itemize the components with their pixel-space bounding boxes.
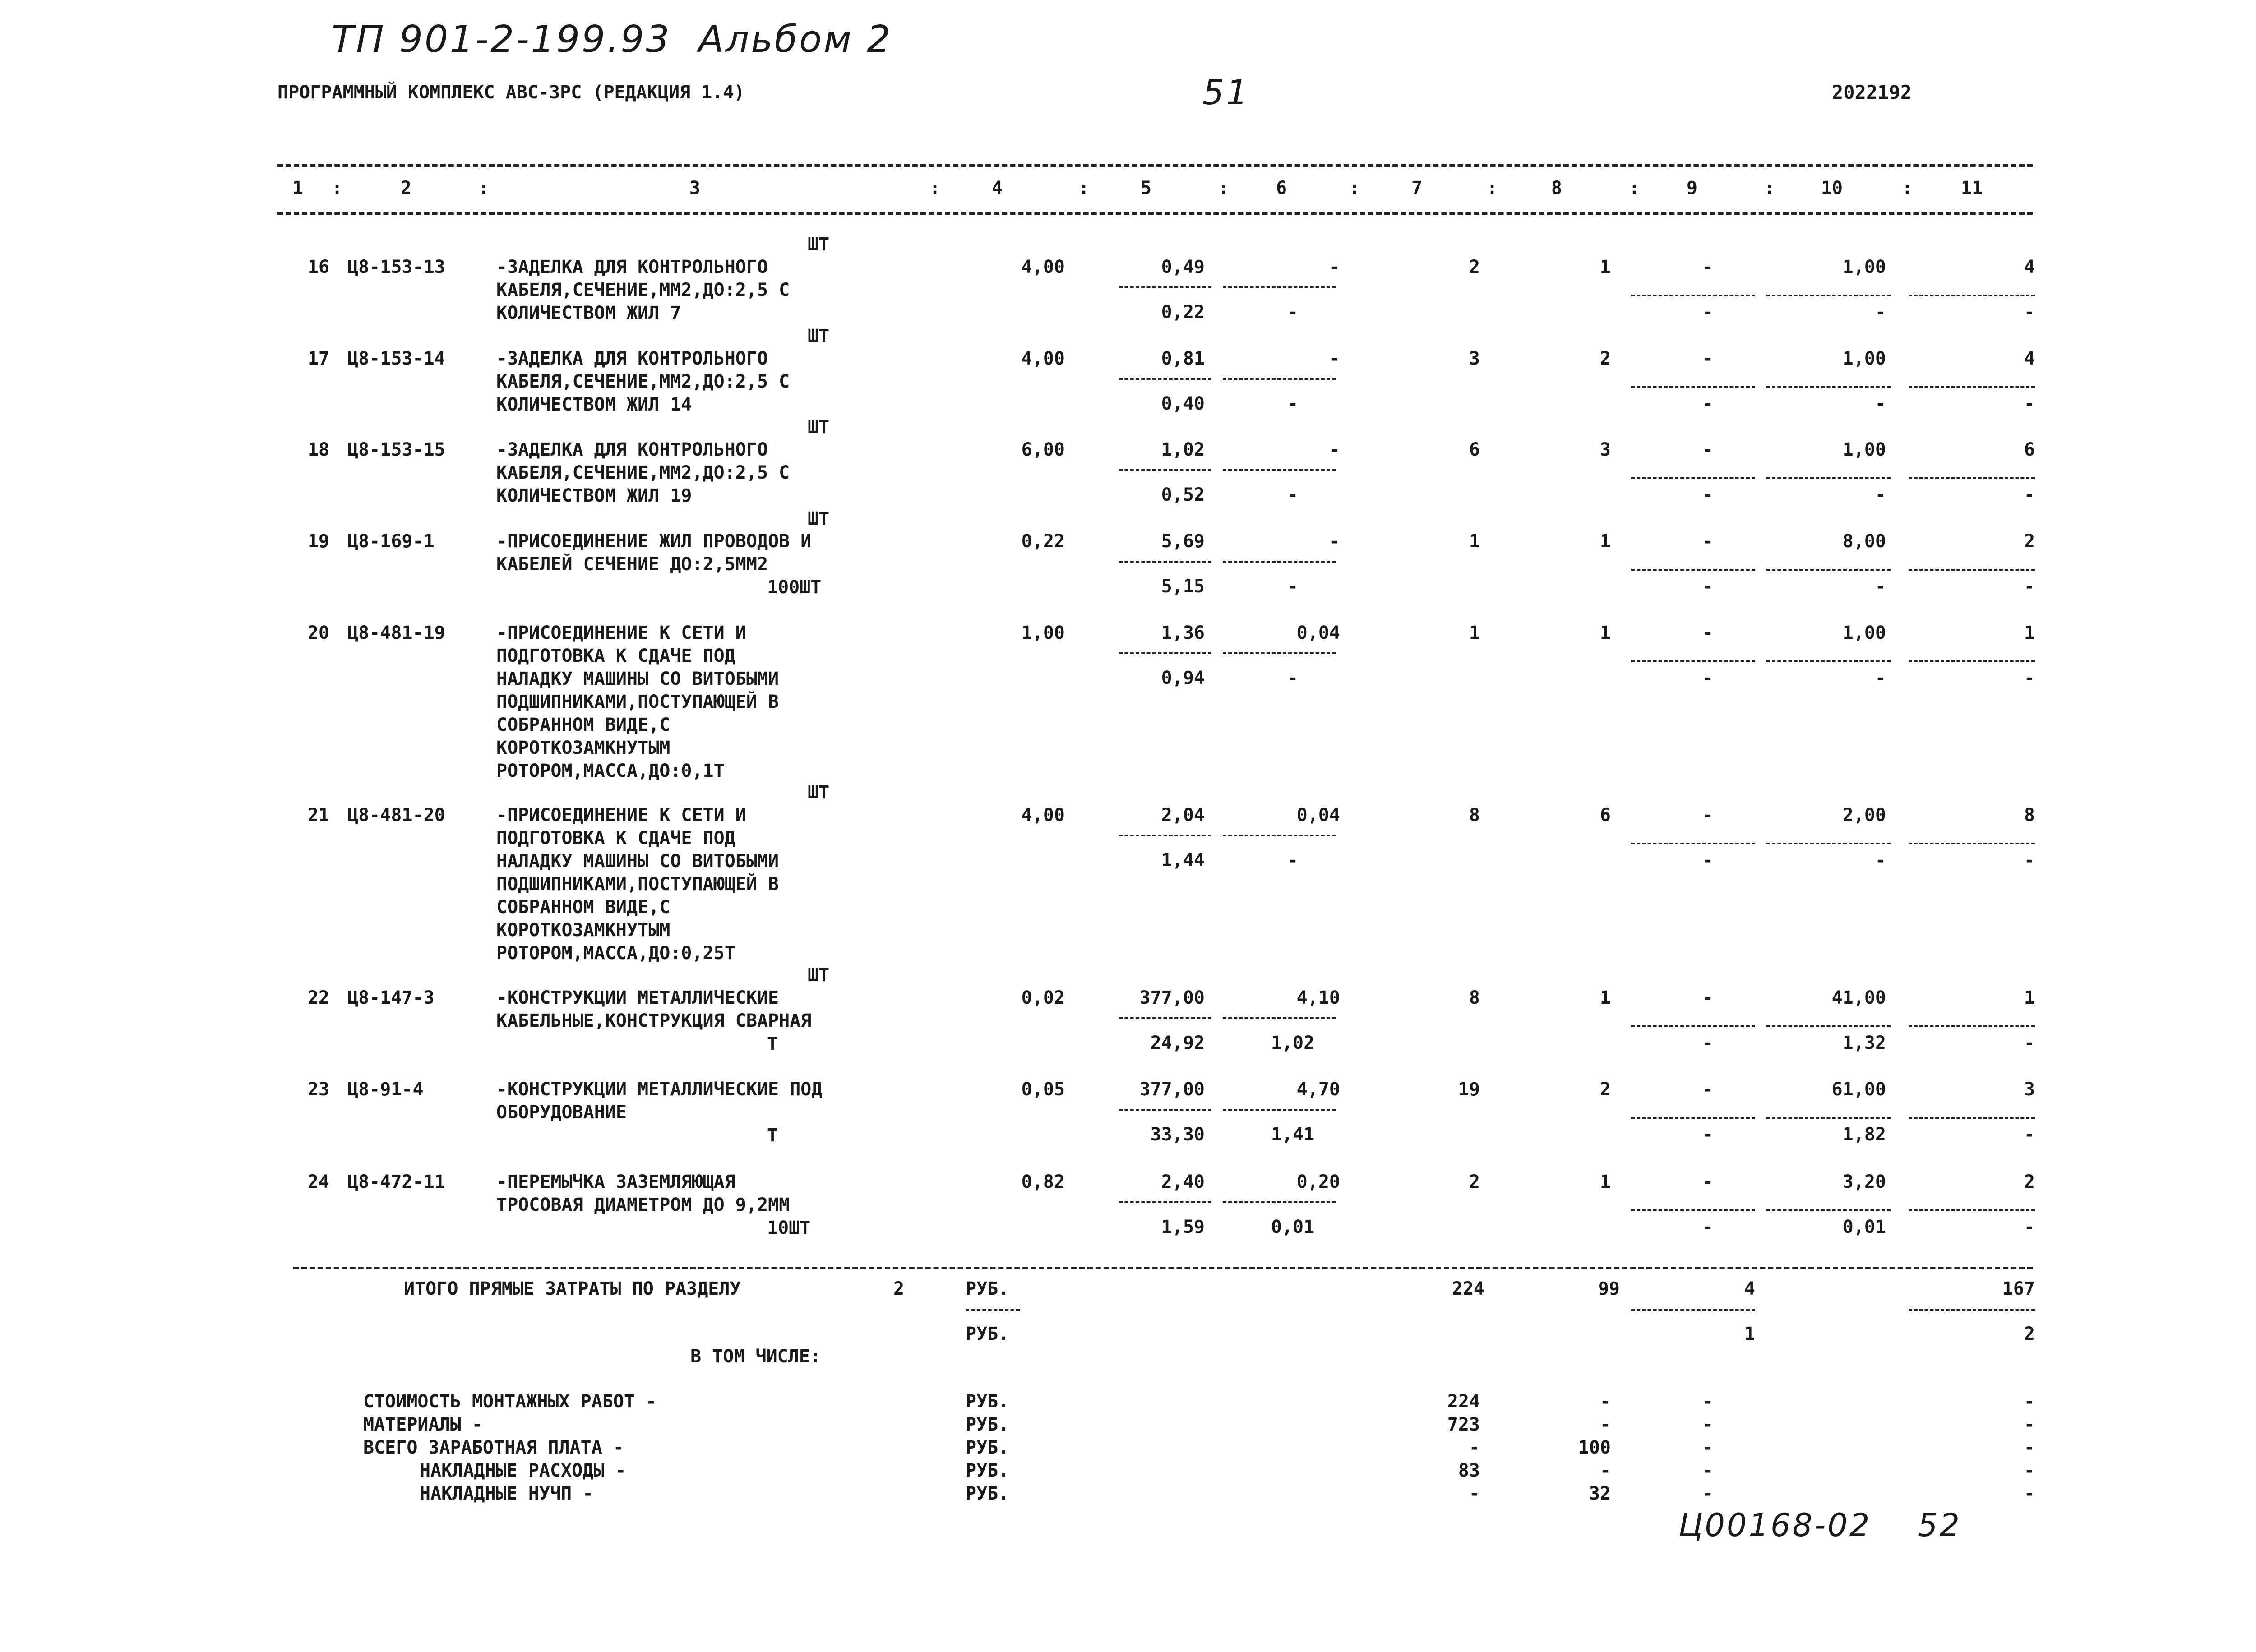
col10-bottom: - bbox=[1875, 302, 1886, 323]
col9-bottom: - bbox=[1702, 1217, 1714, 1237]
col8: 1 bbox=[1600, 988, 1611, 1008]
breakdown-currency: РУБ. bbox=[966, 1437, 1009, 1458]
breakdown-col9: - bbox=[1702, 1483, 1714, 1504]
col5-top: 0,49 bbox=[1161, 257, 1205, 277]
column-separator-6: : bbox=[1349, 178, 1360, 198]
fraction-rule bbox=[1223, 469, 1336, 471]
description-line: ПОДШИПНИКАМИ,ПОСТУПАЮЩЕЙ В bbox=[496, 692, 779, 712]
col9-top: - bbox=[1702, 531, 1714, 552]
fraction-rule bbox=[1766, 1117, 1891, 1119]
col10-top: 1,00 bbox=[1842, 623, 1886, 643]
col9-top: - bbox=[1702, 623, 1714, 643]
breakdown-label: НАКЛАДНЫЕ РАСХОДЫ - bbox=[420, 1460, 626, 1481]
row-number: 20 bbox=[307, 623, 329, 643]
col9-bottom: - bbox=[1702, 850, 1714, 871]
col8: 2 bbox=[1600, 348, 1611, 369]
col7: 1 bbox=[1469, 623, 1480, 643]
col6-top: 4,10 bbox=[1296, 988, 1340, 1008]
col6-bottom: 1,02 bbox=[1271, 1033, 1315, 1053]
col10-top: 1,00 bbox=[1842, 439, 1886, 460]
handwritten-page: 52 bbox=[1918, 1507, 1962, 1544]
unit-label: ШТ bbox=[808, 508, 830, 529]
breakdown-col9: - bbox=[1702, 1391, 1714, 1412]
unit-label: Т bbox=[767, 1034, 778, 1054]
totals-col9-rule bbox=[1631, 1309, 1755, 1311]
row-number: 16 bbox=[307, 257, 329, 277]
price-code: Ц8-472-11 bbox=[347, 1172, 445, 1192]
fraction-rule bbox=[1631, 295, 1755, 296]
col8: 1 bbox=[1600, 531, 1611, 552]
description-line: ПОДГОТОВКА К СДАЧЕ ПОД bbox=[496, 646, 735, 666]
col9-top: - bbox=[1702, 1079, 1714, 1100]
description-line: -ЗАДЕЛКА ДЛЯ КОНТРОЛЬНОГО bbox=[496, 348, 768, 369]
breakdown-col7: 224 bbox=[1447, 1391, 1480, 1412]
unit-label: 100ШТ bbox=[767, 577, 822, 598]
fraction-rule bbox=[1119, 378, 1211, 380]
breakdown-col9: - bbox=[1702, 1414, 1714, 1435]
description-line: КАБЕЛЯ,СЕЧЕНИЕ,ММ2,ДО:2,5 С bbox=[496, 462, 790, 483]
including-label: В ТОМ ЧИСЛЕ: bbox=[690, 1346, 821, 1367]
price-code: Ц8-91-4 bbox=[347, 1079, 424, 1100]
col11-bottom: - bbox=[2024, 1033, 2035, 1053]
description-line: КАБЕЛЬНЫЕ,КОНСТРУКЦИЯ СВАРНАЯ bbox=[496, 1011, 812, 1031]
breakdown-currency: РУБ. bbox=[966, 1414, 1009, 1435]
price-code: Ц8-153-13 bbox=[347, 257, 445, 277]
table-bottom-rule bbox=[293, 1267, 2033, 1269]
col7: 1 bbox=[1469, 531, 1480, 552]
column-separator-2: : bbox=[478, 178, 490, 198]
col6-bottom: - bbox=[1287, 668, 1299, 688]
col10-top: 2,00 bbox=[1842, 805, 1886, 826]
fraction-rule bbox=[1631, 386, 1755, 388]
breakdown-col7: - bbox=[1469, 1483, 1480, 1504]
breakdown-col7: 723 bbox=[1447, 1414, 1480, 1435]
col10-top: 1,00 bbox=[1842, 348, 1886, 369]
col6-bottom: - bbox=[1287, 302, 1299, 323]
unit-label: ШТ bbox=[808, 326, 830, 346]
fraction-rule bbox=[1909, 386, 2035, 388]
col5-bottom: 0,40 bbox=[1161, 393, 1205, 414]
col10-top: 41,00 bbox=[1831, 988, 1886, 1008]
totals-col8: 99 bbox=[1598, 1278, 1620, 1299]
totals-col9-bottom: 1 bbox=[1744, 1324, 1755, 1344]
description-line: СОБРАННОМ ВИДЕ,С bbox=[496, 897, 670, 918]
description-line: ПОДШИПНИКАМИ,ПОСТУПАЮЩЕЙ В bbox=[496, 874, 779, 895]
col6-bottom: - bbox=[1287, 485, 1299, 505]
fraction-rule bbox=[1223, 378, 1336, 380]
fraction-rule bbox=[1909, 1025, 2035, 1027]
quantity: 0,05 bbox=[1021, 1079, 1065, 1100]
row-number: 18 bbox=[307, 439, 329, 460]
fraction-rule bbox=[1766, 386, 1891, 388]
col6-bottom: 0,01 bbox=[1271, 1217, 1315, 1237]
fraction-rule bbox=[1223, 835, 1336, 836]
col11-top: 2 bbox=[2024, 531, 2035, 552]
totals-currency: РУБ. bbox=[966, 1278, 1009, 1299]
fraction-rule bbox=[1223, 1109, 1336, 1111]
totals-col11-top: 167 bbox=[2002, 1278, 2035, 1299]
fraction-rule bbox=[1631, 569, 1755, 571]
description-line: -КОНСТРУКЦИИ МЕТАЛЛИЧЕСКИЕ bbox=[496, 988, 779, 1008]
row-number: 22 bbox=[307, 988, 329, 1008]
col10-bottom: - bbox=[1875, 393, 1886, 414]
column-header-5: 5 bbox=[1140, 178, 1152, 198]
description-line: РОТОРОМ,МАССА,ДО:0,1Т bbox=[496, 761, 725, 781]
fraction-rule bbox=[1909, 843, 2035, 844]
fraction-rule bbox=[1909, 1209, 2035, 1211]
fraction-rule bbox=[1909, 1117, 2035, 1119]
column-separator-5: : bbox=[1218, 178, 1230, 198]
col11-bottom: - bbox=[2024, 393, 2035, 414]
col6-top: 0,04 bbox=[1296, 805, 1340, 826]
totals-col11-bottom: 2 bbox=[2024, 1324, 2035, 1344]
breakdown-label: НАКЛАДНЫЕ НУЧП - bbox=[420, 1483, 594, 1504]
col5-bottom: 0,94 bbox=[1161, 668, 1205, 688]
fraction-rule bbox=[1631, 843, 1755, 844]
col7: 3 bbox=[1469, 348, 1480, 369]
unit-label: Т bbox=[767, 1125, 778, 1146]
col5-bottom: 1,59 bbox=[1161, 1217, 1205, 1237]
description-line: -ПЕРЕМЫЧКА ЗАЗЕМЛЯЮЩАЯ bbox=[496, 1172, 735, 1192]
breakdown-col11: - bbox=[2024, 1460, 2035, 1481]
col10-top: 8,00 bbox=[1842, 531, 1886, 552]
breakdown-col11: - bbox=[2024, 1391, 2035, 1412]
description-line: ПОДГОТОВКА К СДАЧЕ ПОД bbox=[496, 828, 735, 849]
col11-top: 3 bbox=[2024, 1079, 2035, 1100]
fraction-rule bbox=[1119, 835, 1211, 836]
col6-top: 0,20 bbox=[1296, 1172, 1340, 1192]
col6-bottom: 1,41 bbox=[1271, 1124, 1315, 1145]
fraction-rule bbox=[1766, 295, 1891, 296]
col5-top: 1,36 bbox=[1161, 623, 1205, 643]
description-line: КОРОТКОЗАМКНУТЫМ bbox=[496, 920, 670, 941]
page-number: 51 bbox=[1202, 72, 1250, 112]
col10-bottom: - bbox=[1875, 576, 1886, 597]
fraction-rule bbox=[1766, 569, 1891, 571]
col11-bottom: - bbox=[2024, 1124, 2035, 1145]
col5-bottom: 24,92 bbox=[1150, 1033, 1205, 1053]
fraction-rule bbox=[1631, 1117, 1755, 1119]
col11-top: 1 bbox=[2024, 623, 2035, 643]
description-line: КАБЕЛЯ,СЕЧЕНИЕ,ММ2,ДО:2,5 С bbox=[496, 371, 790, 392]
col6-bottom: - bbox=[1287, 850, 1299, 871]
col5-top: 2,04 bbox=[1161, 805, 1205, 826]
col5-bottom: 1,44 bbox=[1161, 850, 1205, 871]
col6-top: 0,04 bbox=[1296, 623, 1340, 643]
totals-label: ИТОГО ПРЯМЫЕ ЗАТРАТЫ ПО РАЗДЕЛУ bbox=[404, 1278, 741, 1299]
col5-bottom: 0,52 bbox=[1161, 485, 1205, 505]
col11-top: 4 bbox=[2024, 348, 2035, 369]
col6-top: - bbox=[1329, 531, 1340, 552]
fraction-rule bbox=[1909, 569, 2035, 571]
col9-bottom: - bbox=[1702, 302, 1714, 323]
col7: 8 bbox=[1469, 805, 1480, 826]
column-header-7: 7 bbox=[1411, 178, 1423, 198]
unit-label: ШТ bbox=[808, 234, 830, 255]
column-header-1: 1 bbox=[292, 178, 304, 198]
column-separator-1: : bbox=[332, 178, 343, 198]
description-line: -ПРИСОЕДИНЕНИЕ ЖИЛ ПРОВОДОВ И bbox=[496, 531, 812, 552]
col10-bottom: 0,01 bbox=[1842, 1217, 1886, 1237]
col9-bottom: - bbox=[1702, 668, 1714, 688]
description-line: -ПРИСОЕДИНЕНИЕ К СЕТИ И bbox=[496, 623, 746, 643]
row-number: 21 bbox=[307, 805, 329, 826]
col11-bottom: - bbox=[2024, 302, 2035, 323]
col11-top: 4 bbox=[2024, 257, 2035, 277]
col6-bottom: - bbox=[1287, 393, 1299, 414]
fraction-rule bbox=[1631, 1025, 1755, 1027]
column-header-9: 9 bbox=[1686, 178, 1698, 198]
row-number: 17 bbox=[307, 348, 329, 369]
column-header-4: 4 bbox=[991, 178, 1003, 198]
col8: 6 bbox=[1600, 805, 1611, 826]
fraction-rule bbox=[1766, 477, 1891, 479]
fraction-rule bbox=[1119, 1109, 1211, 1111]
description-line: КОЛИЧЕСТВОМ ЖИЛ 7 bbox=[496, 303, 681, 323]
col5-top: 5,69 bbox=[1161, 531, 1205, 552]
description-line: КОРОТКОЗАМКНУТЫМ bbox=[496, 738, 670, 758]
description-line: КАБЕЛЕЙ СЕЧЕНИЕ ДО:2,5ММ2 bbox=[496, 554, 768, 575]
col7: 2 bbox=[1469, 1172, 1480, 1192]
price-code: Ц8-153-15 bbox=[347, 439, 445, 460]
col11-top: 1 bbox=[2024, 988, 2035, 1008]
unit-label: ШТ bbox=[808, 782, 830, 803]
fraction-rule bbox=[1909, 660, 2035, 662]
breakdown-label: ВСЕГО ЗАРАБОТНАЯ ПЛАТА - bbox=[363, 1437, 624, 1458]
quantity: 4,00 bbox=[1021, 257, 1065, 277]
col5-bottom: 0,22 bbox=[1161, 302, 1205, 323]
breakdown-currency: РУБ. bbox=[966, 1391, 1009, 1412]
price-code: Ц8-169-1 bbox=[347, 531, 435, 552]
handwritten-code: Ц00168-02 bbox=[1678, 1507, 1872, 1544]
table-header-rule bbox=[277, 212, 2033, 215]
description-line: КОЛИЧЕСТВОМ ЖИЛ 19 bbox=[496, 485, 692, 506]
breakdown-col8: - bbox=[1600, 1391, 1611, 1412]
totals-section-number: 2 bbox=[893, 1278, 905, 1299]
column-separator-7: : bbox=[1487, 178, 1498, 198]
column-header-10: 10 bbox=[1821, 178, 1843, 198]
price-code: Ц8-153-14 bbox=[347, 348, 445, 369]
col7: 6 bbox=[1469, 439, 1480, 460]
fraction-rule bbox=[1223, 561, 1336, 563]
col5-top: 1,02 bbox=[1161, 439, 1205, 460]
totals-col7: 224 bbox=[1452, 1278, 1484, 1299]
row-number: 19 bbox=[307, 531, 329, 552]
col8: 1 bbox=[1600, 1172, 1611, 1192]
col9-top: - bbox=[1702, 1172, 1714, 1192]
fraction-rule bbox=[1631, 660, 1755, 662]
description-line: РОТОРОМ,МАССА,ДО:0,25Т bbox=[496, 943, 735, 964]
col5-bottom: 33,30 bbox=[1150, 1124, 1205, 1145]
description-line: СОБРАННОМ ВИДЕ,С bbox=[496, 715, 670, 735]
row-number: 24 bbox=[307, 1172, 329, 1192]
quantity: 1,00 bbox=[1021, 623, 1065, 643]
col9-top: - bbox=[1702, 805, 1714, 826]
col9-bottom: - bbox=[1702, 1124, 1714, 1145]
quantity: 6,00 bbox=[1021, 439, 1065, 460]
description-line: ОБОРУДОВАНИЕ bbox=[496, 1102, 627, 1123]
row-number: 23 bbox=[307, 1079, 329, 1100]
fraction-rule bbox=[1223, 1017, 1336, 1019]
breakdown-col7: - bbox=[1469, 1437, 1480, 1458]
fraction-rule bbox=[1766, 1025, 1891, 1027]
fraction-rule bbox=[1766, 843, 1891, 844]
col10-top: 61,00 bbox=[1831, 1079, 1886, 1100]
col7: 8 bbox=[1469, 988, 1480, 1008]
col6-top: 4,70 bbox=[1296, 1079, 1340, 1100]
column-header-11: 11 bbox=[1960, 178, 1983, 198]
col11-bottom: - bbox=[2024, 485, 2035, 505]
totals-currency-2: РУБ. bbox=[966, 1324, 1009, 1344]
column-header-8: 8 bbox=[1551, 178, 1563, 198]
description-line: -КОНСТРУКЦИИ МЕТАЛЛИЧЕСКИЕ ПОД bbox=[496, 1079, 823, 1100]
description-line: -ЗАДЕЛКА ДЛЯ КОНТРОЛЬНОГО bbox=[496, 439, 768, 460]
col11-top: 8 bbox=[2024, 805, 2035, 826]
table-top-rule bbox=[277, 164, 2033, 167]
col9-bottom: - bbox=[1702, 576, 1714, 597]
fraction-rule bbox=[1223, 652, 1336, 654]
fraction-rule bbox=[1909, 295, 2035, 296]
description-line: НАЛАДКУ МАШИНЫ СО ВИТОБЫМИ bbox=[496, 851, 779, 872]
col5-top: 0,81 bbox=[1161, 348, 1205, 369]
col11-bottom: - bbox=[2024, 850, 2035, 871]
col9-top: - bbox=[1702, 988, 1714, 1008]
handwritten-title: ТП 901-2-199.93 Альбом 2 bbox=[332, 18, 892, 61]
col10-top: 3,20 bbox=[1842, 1172, 1886, 1192]
col6-bottom: - bbox=[1287, 576, 1299, 597]
fraction-rule bbox=[1909, 477, 2035, 479]
breakdown-col8: - bbox=[1600, 1414, 1611, 1435]
breakdown-col11: - bbox=[2024, 1437, 2035, 1458]
description-line: -ЗАДЕЛКА ДЛЯ КОНТРОЛЬНОГО bbox=[496, 257, 768, 277]
fraction-rule bbox=[1631, 477, 1755, 479]
quantity: 0,82 bbox=[1021, 1172, 1065, 1192]
col5-top: 377,00 bbox=[1139, 1079, 1205, 1100]
breakdown-currency: РУБ. bbox=[966, 1483, 1009, 1504]
description-line: КОЛИЧЕСТВОМ ЖИЛ 14 bbox=[496, 394, 692, 415]
breakdown-col11: - bbox=[2024, 1414, 2035, 1435]
col6-top: - bbox=[1329, 348, 1340, 369]
breakdown-col8: 32 bbox=[1589, 1483, 1611, 1504]
breakdown-col9: - bbox=[1702, 1460, 1714, 1481]
col8: 3 bbox=[1600, 439, 1611, 460]
fraction-rule bbox=[1119, 286, 1211, 288]
fraction-rule bbox=[1766, 1209, 1891, 1211]
col10-bottom: 1,32 bbox=[1842, 1033, 1886, 1053]
fraction-rule bbox=[1223, 286, 1336, 288]
col8: 1 bbox=[1600, 623, 1611, 643]
col10-bottom: - bbox=[1875, 668, 1886, 688]
fraction-rule bbox=[1119, 1201, 1211, 1203]
fraction-rule bbox=[1119, 1017, 1211, 1019]
col7: 19 bbox=[1458, 1079, 1480, 1100]
description-line: -ПРИСОЕДИНЕНИЕ К СЕТИ И bbox=[496, 805, 746, 826]
col11-top: 6 bbox=[2024, 439, 2035, 460]
col11-bottom: - bbox=[2024, 576, 2035, 597]
doc-code: 2022192 bbox=[1832, 81, 1912, 103]
breakdown-col8: 100 bbox=[1578, 1437, 1611, 1458]
program-title: ПРОГРАММНЫЙ КОМПЛЕКС АВС-3РС (РЕДАКЦИЯ 1.4) bbox=[277, 82, 745, 103]
col9-top: - bbox=[1702, 439, 1714, 460]
column-header-2: 2 bbox=[400, 178, 412, 198]
col8: 1 bbox=[1600, 257, 1611, 277]
breakdown-currency: РУБ. bbox=[966, 1460, 1009, 1481]
price-code: Ц8-481-19 bbox=[347, 623, 445, 643]
col11-bottom: - bbox=[2024, 1217, 2035, 1237]
breakdown-label: СТОИМОСТЬ МОНТАЖНЫХ РАБОТ - bbox=[363, 1391, 657, 1412]
column-header-3: 3 bbox=[689, 178, 701, 198]
totals-col11-rule bbox=[1909, 1309, 2035, 1311]
col9-top: - bbox=[1702, 257, 1714, 277]
column-separator-10: : bbox=[1902, 178, 1913, 198]
col11-bottom: - bbox=[2024, 668, 2035, 688]
col9-top: - bbox=[1702, 348, 1714, 369]
fraction-rule bbox=[1766, 660, 1891, 662]
unit-label: ШТ bbox=[808, 965, 830, 986]
col10-bottom: 1,82 bbox=[1842, 1124, 1886, 1145]
column-separator-4: : bbox=[1078, 178, 1090, 198]
col6-top: - bbox=[1329, 439, 1340, 460]
col9-bottom: - bbox=[1702, 393, 1714, 414]
totals-currency-rule bbox=[966, 1309, 1020, 1311]
price-code: Ц8-147-3 bbox=[347, 988, 435, 1008]
col5-bottom: 5,15 bbox=[1161, 576, 1205, 597]
description-line: НАЛАДКУ МАШИНЫ СО ВИТОБЫМИ bbox=[496, 669, 779, 689]
fraction-rule bbox=[1119, 469, 1211, 471]
fraction-rule bbox=[1223, 1201, 1336, 1203]
quantity: 0,22 bbox=[1021, 531, 1065, 552]
breakdown-col8: - bbox=[1600, 1460, 1611, 1481]
col8: 2 bbox=[1600, 1079, 1611, 1100]
col10-top: 1,00 bbox=[1842, 257, 1886, 277]
col6-top: - bbox=[1329, 257, 1340, 277]
column-separator-9: : bbox=[1764, 178, 1775, 198]
quantity: 4,00 bbox=[1021, 348, 1065, 369]
fraction-rule bbox=[1631, 1209, 1755, 1211]
breakdown-label: МАТЕРИАЛЫ - bbox=[363, 1414, 483, 1435]
col9-bottom: - bbox=[1702, 485, 1714, 505]
col10-bottom: - bbox=[1875, 850, 1886, 871]
col5-top: 2,40 bbox=[1161, 1172, 1205, 1192]
totals-col9-top: 4 bbox=[1744, 1278, 1755, 1299]
description-line: ТРОСОВАЯ ДИАМЕТРОМ ДО 9,2ММ bbox=[496, 1195, 790, 1215]
unit-label: 10ШТ bbox=[767, 1218, 811, 1238]
col7: 2 bbox=[1469, 257, 1480, 277]
quantity: 0,02 bbox=[1021, 988, 1065, 1008]
breakdown-col9: - bbox=[1702, 1437, 1714, 1458]
col5-top: 377,00 bbox=[1139, 988, 1205, 1008]
breakdown-col7: 83 bbox=[1458, 1460, 1480, 1481]
unit-label: ШТ bbox=[808, 417, 830, 438]
description-line: КАБЕЛЯ,СЕЧЕНИЕ,ММ2,ДО:2,5 С bbox=[496, 280, 790, 300]
col11-top: 2 bbox=[2024, 1172, 2035, 1192]
column-separator-3: : bbox=[929, 178, 941, 198]
fraction-rule bbox=[1119, 561, 1211, 563]
breakdown-col11: - bbox=[2024, 1483, 2035, 1504]
quantity: 4,00 bbox=[1021, 805, 1065, 826]
column-separator-8: : bbox=[1629, 178, 1640, 198]
fraction-rule bbox=[1119, 652, 1211, 654]
column-header-6: 6 bbox=[1276, 178, 1287, 198]
col9-bottom: - bbox=[1702, 1033, 1714, 1053]
price-code: Ц8-481-20 bbox=[347, 805, 445, 826]
col10-bottom: - bbox=[1875, 485, 1886, 505]
